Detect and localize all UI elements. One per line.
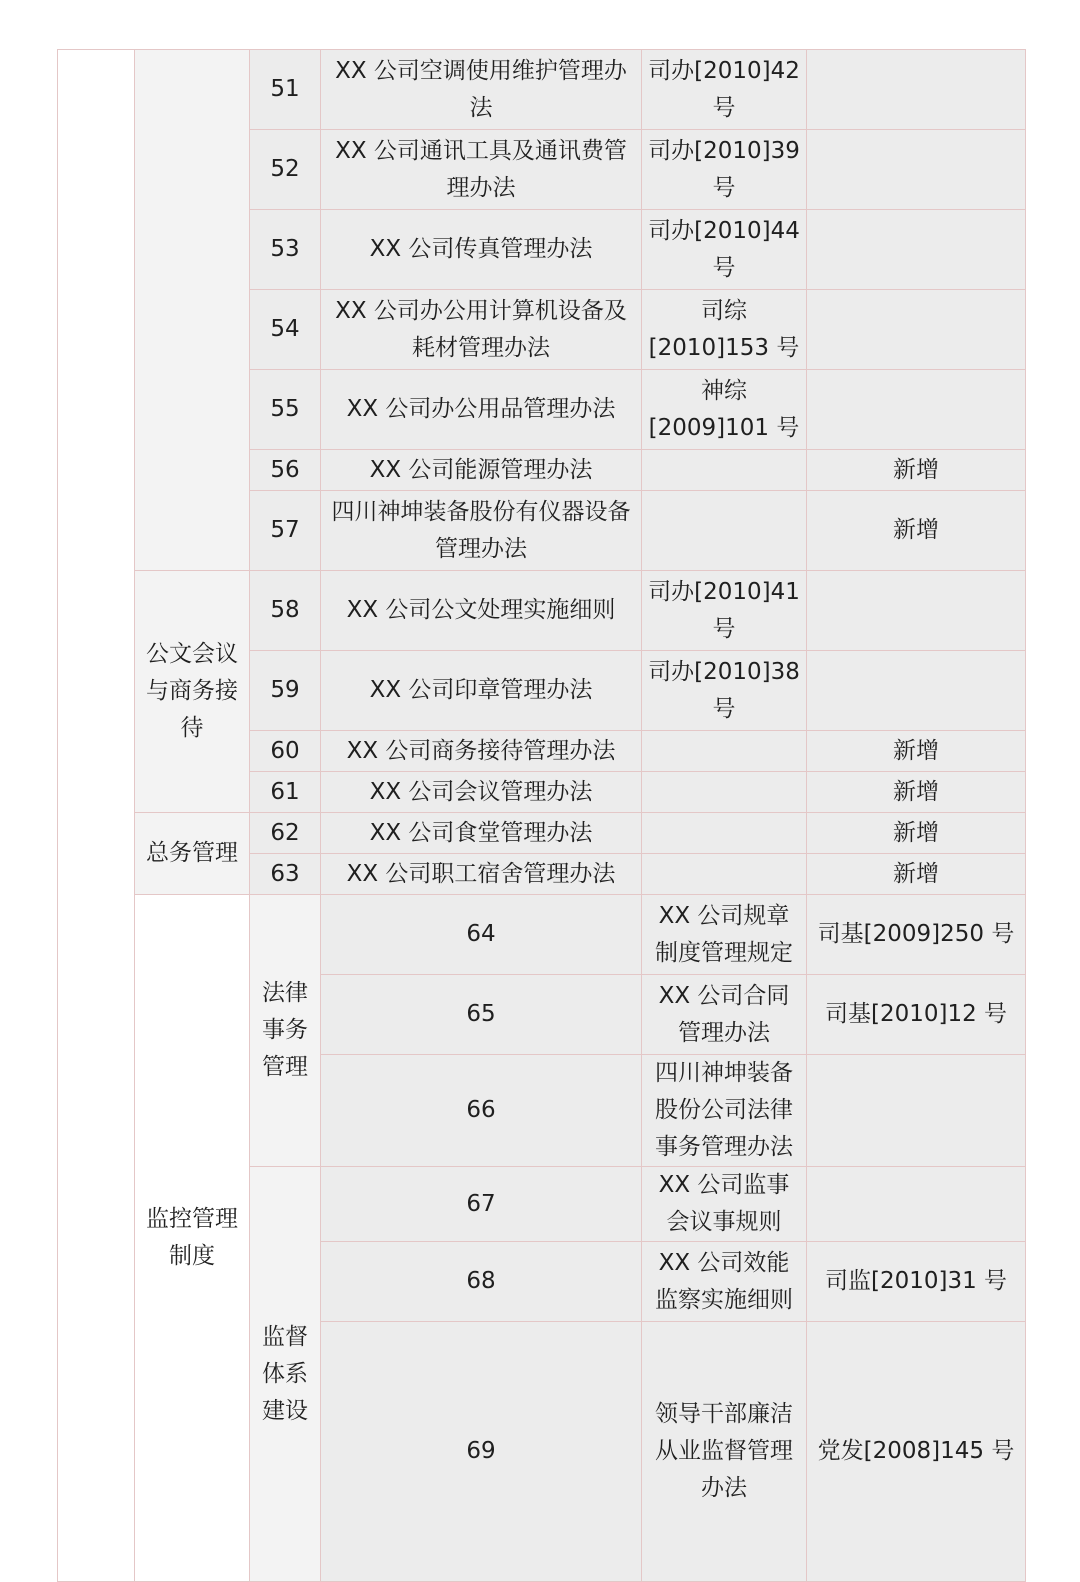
row-number: 60 (250, 731, 321, 772)
regulation-name: XX 公司合同管理办法 (642, 975, 807, 1055)
category2-cell: 公文会议与商务接待 (135, 571, 250, 813)
document-number: 司基[2009]250 号 (807, 895, 1026, 975)
row-number: 58 (250, 571, 321, 651)
row-number: 52 (250, 130, 321, 210)
regulation-name: XX 公司职工宿舍管理办法 (321, 854, 642, 895)
regulations-table (57, 49, 1026, 1582)
category1-cell: 监控管理制度 (135, 895, 250, 1582)
row-number: 54 (250, 290, 321, 370)
document-number: 司办[2010]38 号 (642, 651, 807, 731)
regulation-name: XX 公司空调使用维护管理办法 (321, 50, 642, 130)
remark: 新增 (807, 813, 1026, 854)
regulation-name: XX 公司印章管理办法 (321, 651, 642, 731)
remark (807, 370, 1026, 450)
table-row (58, 50, 1026, 130)
document-number (642, 854, 807, 895)
regulation-name: 四川神坤装备股份公司法律事务管理办法 (642, 1055, 807, 1167)
document-number (642, 813, 807, 854)
document-number: 司办[2010]42 号 (642, 50, 807, 130)
remark: 新增 (807, 450, 1026, 491)
row-number: 56 (250, 450, 321, 491)
category2-cell: 总务管理 (135, 813, 250, 895)
regulation-name: XX 公司会议管理办法 (321, 772, 642, 813)
regulation-name: XX 公司效能监察实施细则 (642, 1242, 807, 1322)
remark (807, 50, 1026, 130)
remark: 新增 (807, 772, 1026, 813)
category2-cell: 法律事务管理 (250, 895, 321, 1167)
document-number: 司办[2010]39 号 (642, 130, 807, 210)
remark: 新增 (807, 731, 1026, 772)
regulation-name: XX 公司办公用品管理办法 (321, 370, 642, 450)
row-number: 63 (250, 854, 321, 895)
remark (807, 210, 1026, 290)
row-number: 59 (250, 651, 321, 731)
regulation-name: XX 公司传真管理办法 (321, 210, 642, 290)
row-number: 53 (250, 210, 321, 290)
row-number: 51 (250, 50, 321, 130)
document-number (642, 491, 807, 571)
document-number: 司综[2010]153 号 (642, 290, 807, 370)
regulation-name: 领导干部廉洁从业监督管理办法 (642, 1322, 807, 1582)
document-number (807, 1055, 1026, 1167)
regulation-name: XX 公司通讯工具及通讯费管理办法 (321, 130, 642, 210)
regulation-name: XX 公司食堂管理办法 (321, 813, 642, 854)
document-number (807, 1167, 1026, 1242)
row-number: 62 (250, 813, 321, 854)
document-number (642, 731, 807, 772)
table-row (58, 895, 1026, 975)
regulation-name: XX 公司监事会议事规则 (642, 1167, 807, 1242)
remark (807, 130, 1026, 210)
row-number: 61 (250, 772, 321, 813)
category2-cell (135, 50, 250, 571)
remark (807, 651, 1026, 731)
regulation-name: 四川神坤装备股份有仪器设备管理办法 (321, 491, 642, 571)
row-number: 64 (321, 895, 642, 975)
remark: 新增 (807, 854, 1026, 895)
row-number: 67 (321, 1167, 642, 1242)
table-row (58, 813, 1026, 854)
category2-cell: 监督体系建设 (250, 1167, 321, 1582)
row-number: 65 (321, 975, 642, 1055)
table-row (58, 571, 1026, 651)
document-number: 神综[2009]101 号 (642, 370, 807, 450)
regulation-name: XX 公司公文处理实施细则 (321, 571, 642, 651)
row-number: 66 (321, 1055, 642, 1167)
remark (807, 290, 1026, 370)
document-number: 司监[2010]31 号 (807, 1242, 1026, 1322)
row-number: 55 (250, 370, 321, 450)
remark (807, 571, 1026, 651)
category1-cell (58, 50, 135, 1582)
document-number: 党发[2008]145 号 (807, 1322, 1026, 1582)
document-number: 司办[2010]44 号 (642, 210, 807, 290)
document-number (642, 450, 807, 491)
row-number: 68 (321, 1242, 642, 1322)
document-number (642, 772, 807, 813)
regulation-name: XX 公司办公用计算机设备及耗材管理办法 (321, 290, 642, 370)
regulation-name: XX 公司能源管理办法 (321, 450, 642, 491)
regulation-name: XX 公司商务接待管理办法 (321, 731, 642, 772)
row-number: 57 (250, 491, 321, 571)
row-number: 69 (321, 1322, 642, 1582)
remark: 新增 (807, 491, 1026, 571)
regulation-name: XX 公司规章制度管理规定 (642, 895, 807, 975)
document-number: 司办[2010]41 号 (642, 571, 807, 651)
document-number: 司基[2010]12 号 (807, 975, 1026, 1055)
